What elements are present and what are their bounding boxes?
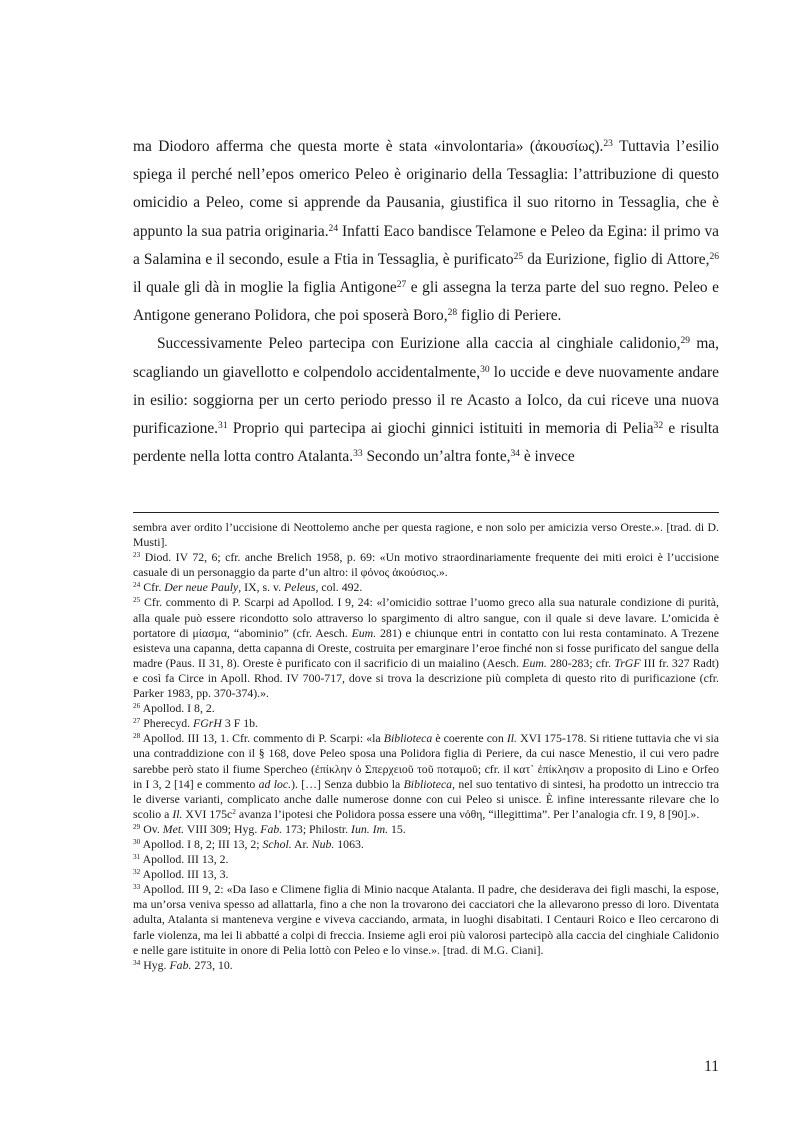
footnote-28: $^{28}$ Apollod. III 13, 1. Cfr. commento di P. Scarpi: «la Biblioteca è coerente con Il. XVI 175-178. Si ritiene tuttavia che vi sia una contraddizione con il § 168, dove Peleo sposa una Polidora figlia di Periere, da cui nasce Menestio, il cui vero padre sarebbe però stato il fiume Spercheo (ἐπίκλην ὁ Σπερχειοῦ τοῦ ποταμοῦ; cfr. il κατ᾽ ἐπίκλησιν a proposito di Lino e Orfeo in I 3, 2 [14] e commento ad loc.). […] Senza dubbio la Biblioteca, nel suo tentativo di sintesi, ha prodotto un intreccio tra le diverse varianti, complicato anche dalle numerose donne con cui Peleo si unisce. È infine interessante rilevare che lo scolio a Il. XVI $175c^2$ avanza l’ipotesi che Polidora possa essere una νόθη, “illegittima”. Per l’analogia cfr. I 9, 8 [90].». xyxy=(133,731,719,821)
footnote-ref[interactable]: 31 xyxy=(218,419,228,431)
footnote-30: $^{30}$ Apollod. I 8, 2; III 13, 2; Schol. Ar. Nub. 1063. xyxy=(133,836,364,851)
paragraph: Successivamente Peleo partecipa con Eurizione alla caccia al cinghiale calidonio,$^{29}$ ma, scagliando un giavellotto e colpendolo accidentalmente,$^{30}$ lo uccide e deve nuovamente andare in esilio: soggiorna per un certo periodo presso il re Acasto a Iolco, da cui riceve una nuova purificazione.$^{31}$ Proprio qui partecipa ai giochi ginnici istituiti in memoria di Pelia$^{32}$ e risulta perdente nella lotta contro Atalanta.$^{33}$ Secondo un’altra fonte,$^{34}$ è invece xyxy=(133,335,720,466)
footnote-29: $^{29}$ Ov. Met. VIII 309; Hyg. Fab. 173; Philostr. Iun. Im. 15. xyxy=(133,821,406,836)
page-number: 11 xyxy=(704,1058,719,1075)
footnote-separator xyxy=(133,512,719,513)
footnote-ref[interactable]: 23 xyxy=(603,137,613,149)
footnote-ref[interactable]: 28 xyxy=(447,306,458,318)
footnote-24: $^{24}$ Cfr. Der neue Pauly, IX, s. v. Peleus, col. 492. xyxy=(133,580,363,595)
footnote-ref[interactable]: 26 xyxy=(709,250,720,262)
footnote-ref[interactable]: 30 xyxy=(480,363,490,375)
footnote-ref[interactable]: 24 xyxy=(328,222,339,234)
footnote-ref[interactable]: 32 xyxy=(653,419,664,431)
footnote-continuation: sembra aver ordito l’uccisione di Neottolemo anche per questa ragione, e non solo per amicizia verso Oreste.». [trad. di D. Musti]. xyxy=(133,520,719,550)
footnote-ref[interactable]: 34 xyxy=(510,447,521,459)
footnote-23: $^{23}$ Diod. IV 72, 6; cfr. anche Brelich 1958, p. 69: «Un motivo straordinariamente frequente dei miti eroici è l’uccisione casuale di un personaggio da parte d’un altro: il φόνος ἀκούσιος.». xyxy=(133,550,719,580)
paragraph: ma Diodoro afferma che questa morte è stata «involontaria» (ἀκουσίως).$^{23}$ Tuttavia l’esilio spiega il perché nell’epos omerico Peleo è originario della Tessaglia: l’attribuzione di questo omicidio a Peleo, come si apprende da Pausania, giustifica il suo ritorno in Tessaglia, che è appunto la sua patria originaria.$^{24}$ Infatti Eaco bandisce Telamone e Peleo da Egina: il primo va a Salamina e il secondo, esule a Ftia in Tessaglia, è purificato$^{25}$ da Eurizione, figlio di Attore,$^{26}$ il quale gli dà in moglie la figlia Antigone$^{27}$ e gli assegna la terza parte del suo regno. Peleo e Antigone generano Polidora, che poi sposerà Boro,$^{28}$ figlio di Periere. xyxy=(133,137,720,325)
footnotes xyxy=(133,520,719,973)
footnote-31: $^{31}$ Apollod. III 13, 2. xyxy=(133,852,229,867)
footnote-ref[interactable]: 27 xyxy=(396,278,407,290)
footnote-32: $^{32}$ Apollod. III 13, 3. xyxy=(133,867,229,882)
footnote-ref[interactable]: 33 xyxy=(353,447,363,459)
main-text xyxy=(133,133,719,471)
footnote-26: $^{26}$ Apollod. I 8, 2. xyxy=(133,701,215,716)
footnote-25: $^{25}$ Cfr. commento di P. Scarpi ad Apollod. I 9, 24: «l’omicidio sottrae l’uomo greco alla sua naturale condizione di purità, alla quale può essere ricondotto solo attraverso lo spargimento di altro sangue, con il quale si deve lavare. L’omicida è portatore di μίασμα, “abominio” (cfr. Aesch. Eum. 281) e chiunque entri in contatto con lui resta contaminato. A Trezene esisteva una capanna, detta capanna di Oreste, costruita per emarginare l’eroe finché non si fosse purificato del sangue della madre (Paus. II 31, 8). Oreste è purificato con il sacrificio di un maialino (Aesch. Eum. 280-283; cfr. TrGF III fr. 327 Radt) e così fa Circe in Apoll. Rhod. IV 700-717, dove si trova la descrizione più completa di questo rito di purificazione (cfr. Parker 1983, pp. 370-374).». xyxy=(133,595,720,701)
footnote-ref[interactable]: 29 xyxy=(680,335,691,347)
footnote-ref[interactable]: 25 xyxy=(513,250,524,262)
footnote-27: $^{27}$ Pherecyd. FGrH 3 F 1b. xyxy=(133,716,258,731)
footnote-33: $^{33}$ Apollod. III 9, 2: «Da Iaso e Climene figlia di Minio nacque Atalanta. Il padre, che desiderava dei figli maschi, la espose, ma un’orsa veniva spesso ad allattarla, fino a che non la trovarono dei cacciatori che la allevarono presso di loro. Diventata adulta, Atalanta si manteneva vergine e viveva cacciando, armata, in luoghi disabitati. I Centauri Roico e Ileo cercarono di farle violenza, ma lei li abbatté a colpi di freccia. Insieme agli eroi più valorosi partecipò alla caccia del cinghiale Calidonio e nelle gare istituite in onore di Pelia lottò con Peleo e lo vinse.». [trad. di M.G. Ciani]. xyxy=(133,882,719,957)
footnote-34: $^{34}$ Hyg. Fab. 273, 10. xyxy=(133,957,233,972)
